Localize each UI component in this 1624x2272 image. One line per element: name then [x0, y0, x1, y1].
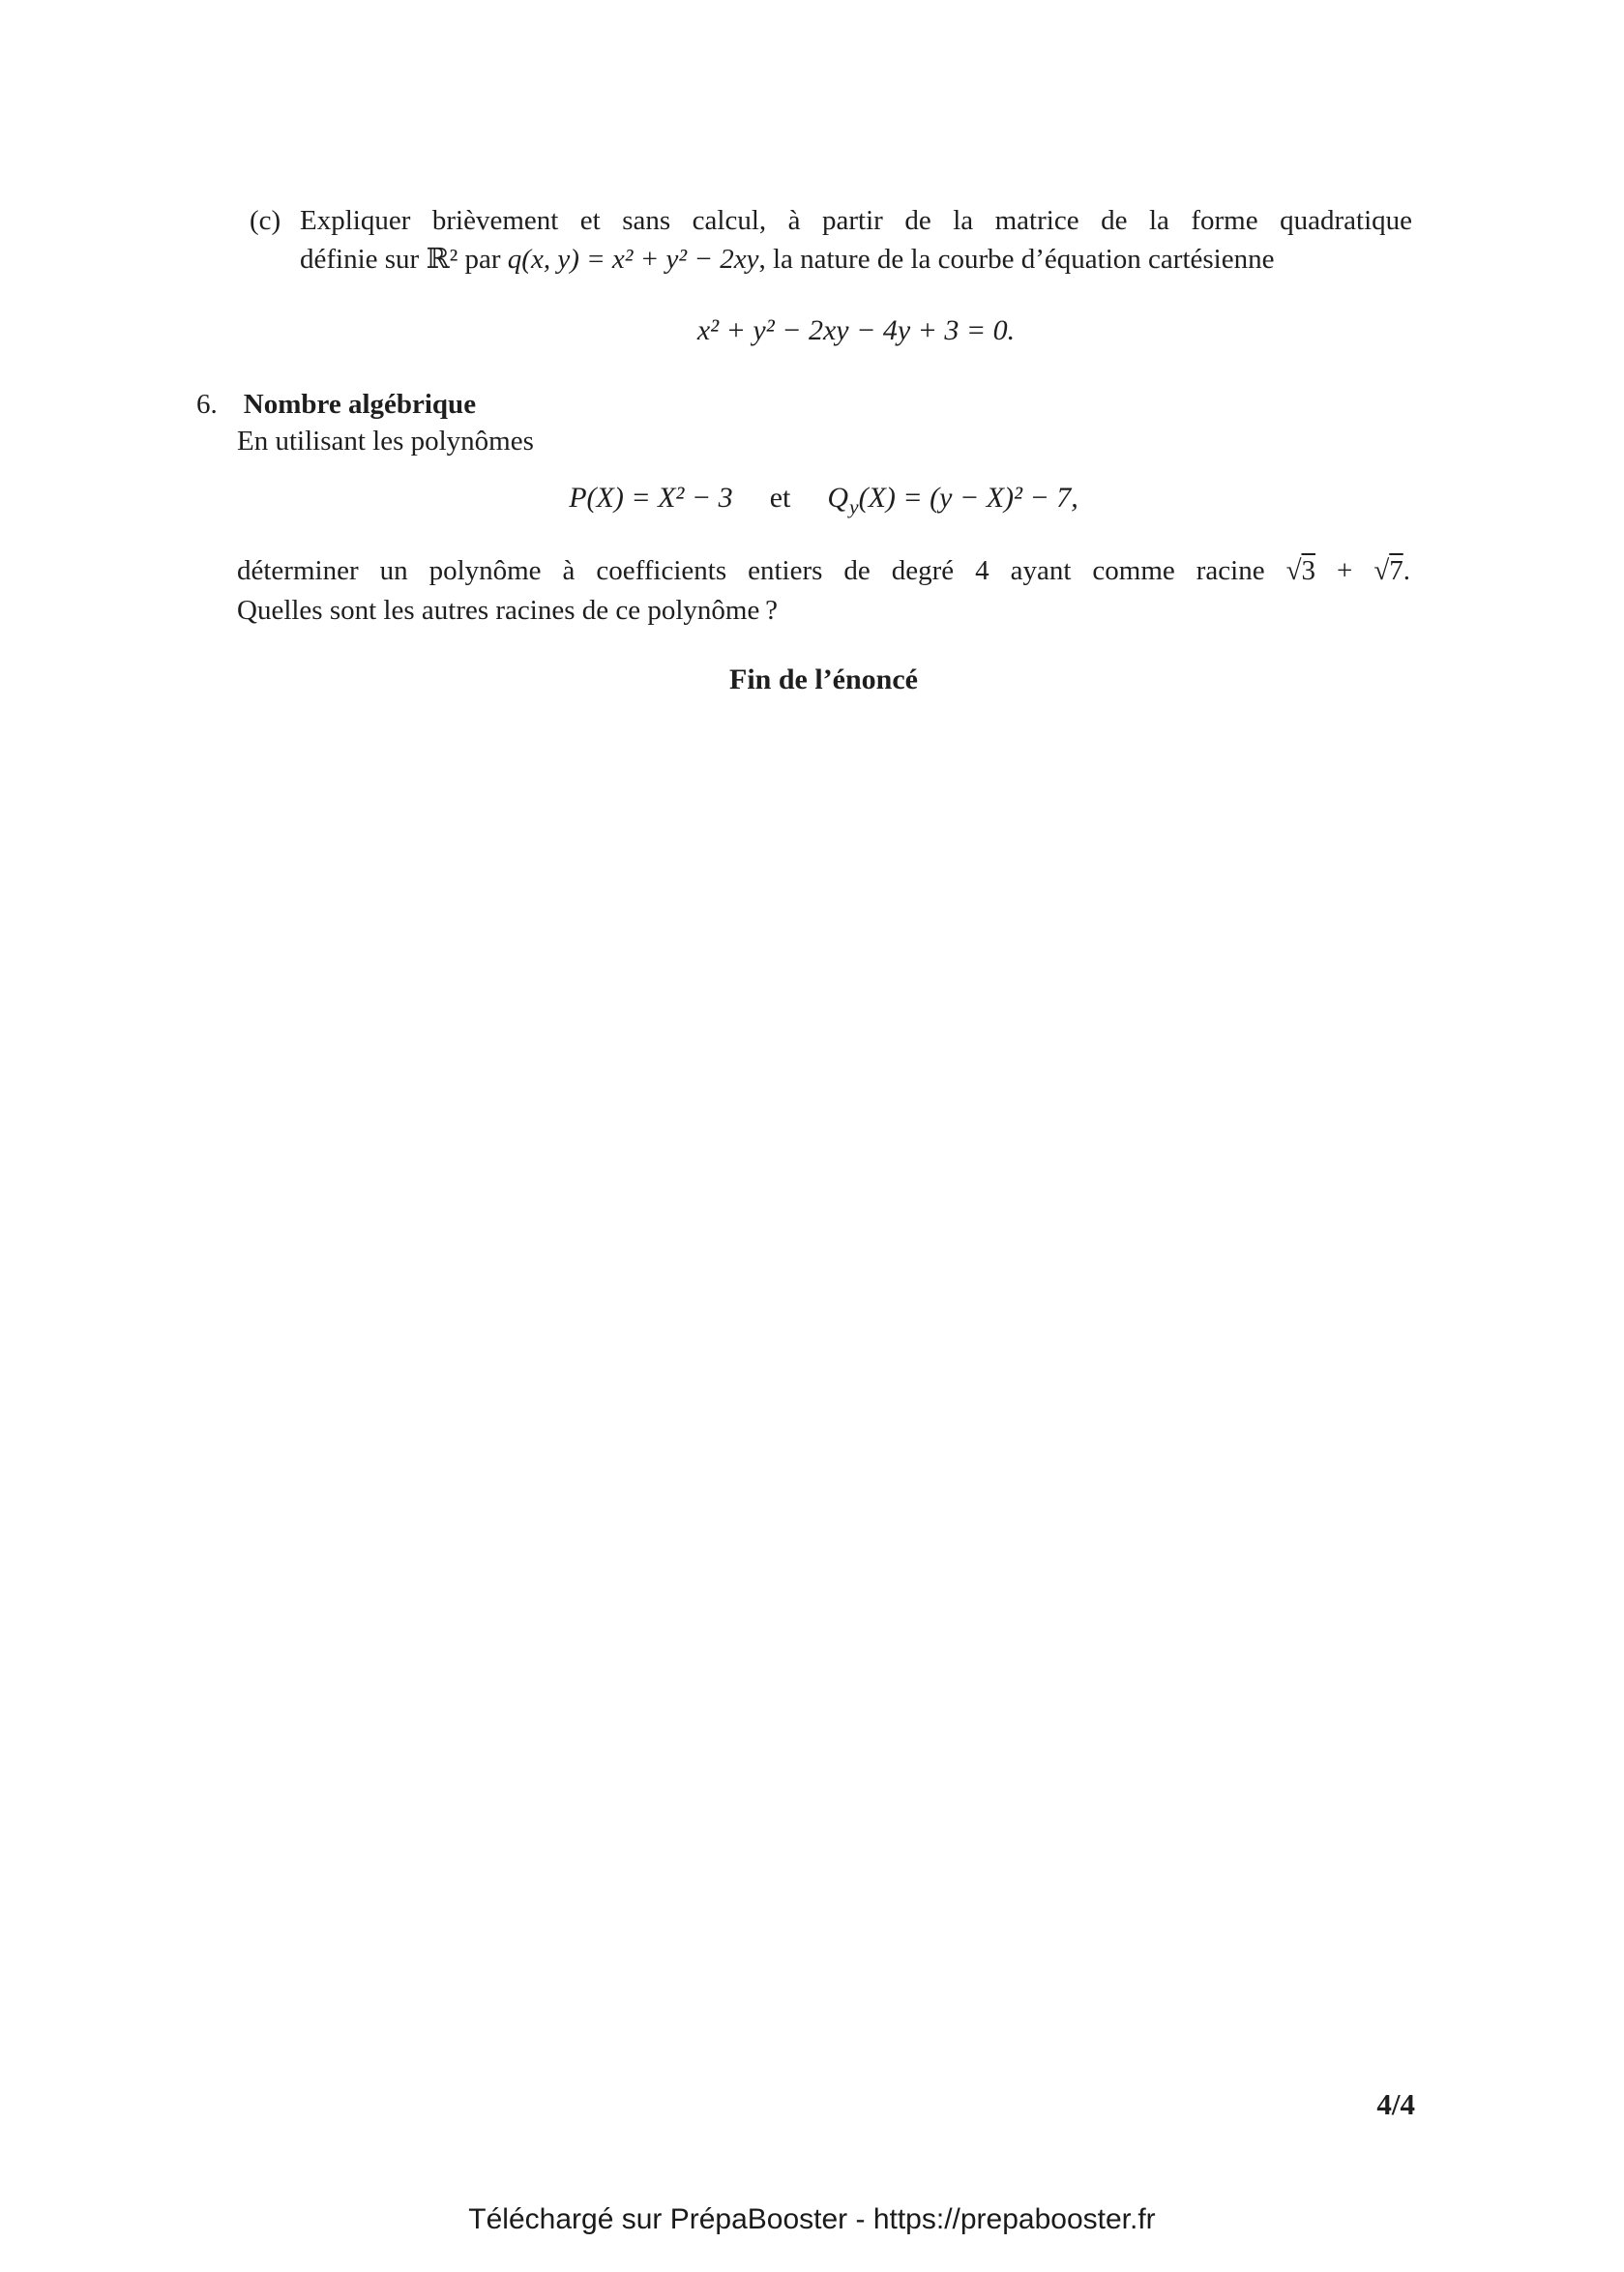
- radicand-3: 3: [1301, 555, 1315, 586]
- end-of-statement: Fin de l’énoncé: [729, 664, 918, 695]
- item-6-question-line1: [237, 551, 1410, 591]
- item-c-text: [300, 201, 1412, 279]
- r2-symbol: ℝ²: [426, 244, 458, 275]
- equation-connector: et: [769, 482, 791, 514]
- item-6-question: [237, 551, 1410, 631]
- sentence-period: .: [1403, 555, 1410, 586]
- item-c-line1: Expliquer brièvement et sans calcul, à partir de la matrice de la forme quadratique: [300, 205, 1412, 236]
- polynomial-p: P(X) = X² − 3: [569, 482, 733, 514]
- item-c-line2: [300, 240, 1412, 279]
- display-equation-conic: x² + y² − 2xy − 4y + 3 = 0.: [696, 314, 1016, 346]
- item-c-line2-pre: définie sur: [300, 244, 427, 275]
- item-6-question-line2: Quelles sont les autres racines de ce polynôme ?: [237, 595, 779, 626]
- radicand-7: 7: [1389, 555, 1403, 586]
- question-text: déterminer un polynôme à coefficients entiers de degré 4 ayant comme racine: [237, 555, 1286, 586]
- plus-sign: +: [1315, 555, 1374, 586]
- footer-watermark: Téléchargé sur PrépaBooster - https://prepabooster.fr: [468, 2203, 1156, 2235]
- item-c-label: (c): [250, 205, 281, 236]
- page-number: 4/4: [1376, 2087, 1415, 2121]
- item-c-line2-post: , la nature de la courbe d’équation cartésienne: [758, 244, 1275, 275]
- item-6-title: Nombre algébrique: [243, 389, 477, 420]
- polynomial-q-body: (X) = (y − X)² − 7,: [858, 482, 1078, 514]
- item-6-heading: [196, 385, 476, 424]
- polynomial-q-subscript: y: [849, 495, 859, 518]
- polynomial-q-name: Q: [827, 482, 849, 514]
- item-6-number: 6.: [196, 389, 218, 420]
- item-c-line2-mid: par: [458, 244, 508, 275]
- radical-sign: √: [1285, 555, 1302, 586]
- inline-math-q: q(x, y) = x² + y² − 2xy: [507, 244, 759, 275]
- display-equation-polynomials: [237, 482, 1410, 519]
- item-c: [250, 201, 1412, 279]
- item-6-intro: En utilisant les polynômes: [237, 426, 534, 457]
- radical-sign: √: [1373, 555, 1390, 586]
